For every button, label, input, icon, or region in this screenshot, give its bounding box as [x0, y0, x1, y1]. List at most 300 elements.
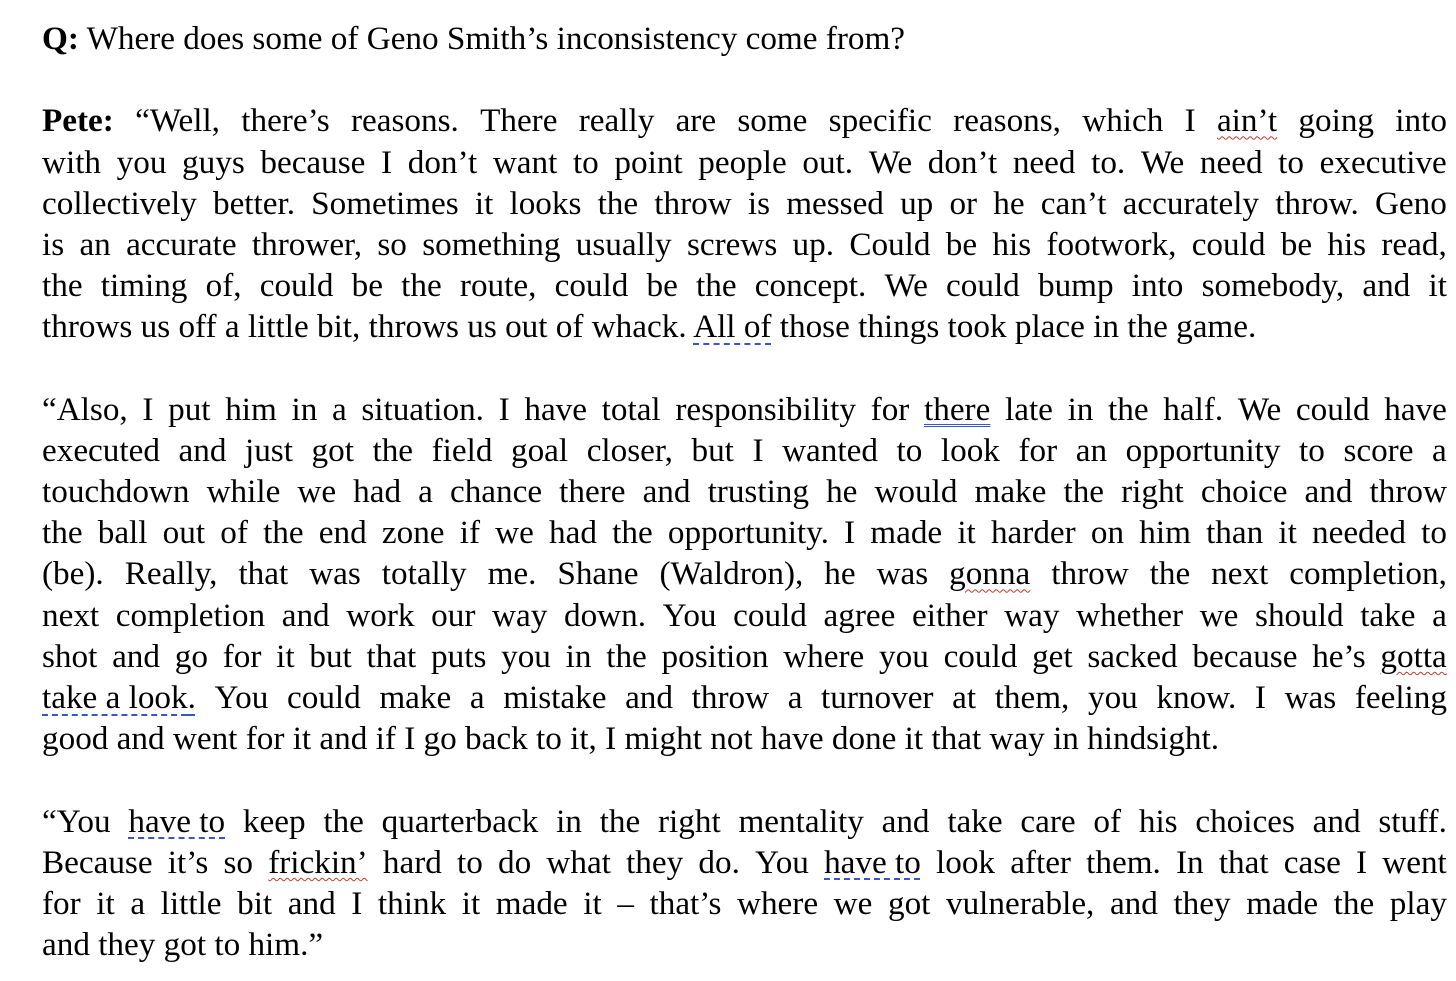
word: concept. [754, 267, 867, 305]
word: I [381, 143, 393, 181]
word: some [737, 102, 808, 140]
word: a [787, 679, 803, 716]
word: closer, [586, 431, 673, 469]
word: it’s [167, 843, 209, 881]
word: he’s [1312, 637, 1366, 675]
word: could [943, 637, 1018, 675]
word: either [912, 596, 988, 634]
word: completion, [1289, 555, 1447, 593]
word: it [96, 884, 115, 922]
word: to [1278, 143, 1304, 181]
word: responsibility [675, 390, 856, 428]
word: sacked [1087, 637, 1178, 675]
word: Because [42, 843, 153, 881]
word: I [844, 514, 856, 552]
word: mentality [738, 802, 864, 840]
word: bump [1037, 267, 1114, 305]
word: footwork, [1046, 225, 1177, 263]
word: should [1255, 596, 1344, 634]
line-text: and they got to him.” [42, 926, 324, 964]
line-text: those things took place in the game. [779, 308, 1257, 346]
word: we [297, 473, 337, 511]
word: I [1184, 102, 1196, 140]
word: need [1199, 143, 1263, 181]
word: up. [792, 225, 835, 263]
word: thrower, [251, 225, 363, 263]
word: the [606, 637, 647, 675]
word: if [459, 514, 480, 552]
word: in [565, 637, 592, 675]
paragraph-2-line-4 [42, 512, 1447, 553]
word: wanted [782, 431, 878, 469]
word: a [130, 884, 146, 922]
word: a [331, 390, 347, 428]
word: total [601, 390, 661, 428]
word: have [524, 390, 587, 428]
answer-line-2 [42, 142, 1447, 183]
word: collectively [42, 184, 197, 222]
word: that [366, 637, 417, 675]
word: I [1356, 843, 1368, 881]
word: so [223, 843, 254, 881]
spelling-flag[interactable]: gotta [1380, 637, 1447, 675]
word: end [318, 514, 367, 552]
word: bit [237, 884, 273, 922]
word: make [379, 679, 452, 716]
word: think [377, 884, 447, 922]
word: little [160, 884, 222, 922]
word: his [992, 225, 1032, 263]
word: they [626, 843, 684, 881]
word: in [291, 390, 318, 428]
word: “Also, [42, 390, 128, 428]
word: get [1032, 637, 1073, 675]
word: it [276, 637, 295, 675]
word: you [116, 143, 167, 181]
word: a [1432, 596, 1447, 634]
word: ball [97, 514, 148, 552]
word: in [1067, 390, 1094, 428]
word: go [174, 637, 208, 675]
word: take [1360, 596, 1416, 634]
word: there’s [241, 102, 330, 140]
word: opportunity. [667, 514, 829, 552]
word: for [42, 884, 81, 922]
word: throw [1369, 473, 1447, 511]
word: accurately [1122, 184, 1260, 222]
word: you [1087, 679, 1138, 716]
word: executed [42, 431, 160, 469]
word: situation. [361, 390, 484, 428]
word: was [876, 555, 929, 593]
word: We [868, 143, 913, 181]
paragraph-2-line-9 [42, 718, 1447, 759]
word: look [940, 431, 1000, 469]
word: accurate [126, 225, 237, 263]
paragraph-2-line-5 [42, 553, 1447, 594]
word: to. [1091, 143, 1126, 181]
word: harder [990, 514, 1076, 552]
word: could [733, 596, 807, 634]
word: and [281, 596, 330, 634]
paragraph-2-line-7 [42, 636, 1447, 677]
word: reasons, [953, 102, 1061, 140]
word: and [1109, 884, 1158, 922]
word: I [1254, 679, 1266, 716]
spelling-flag[interactable]: frickin’ [268, 843, 368, 881]
word: what [546, 843, 611, 881]
word: it [1428, 267, 1447, 305]
word: way [1004, 596, 1060, 634]
word: really [578, 102, 655, 140]
word: position [661, 637, 769, 675]
word: You [214, 679, 269, 716]
word: made [870, 514, 943, 552]
word: throw [1051, 555, 1129, 593]
word: next [42, 596, 100, 634]
word: the [263, 514, 304, 552]
word: the [1333, 884, 1375, 922]
word: Shane [557, 555, 639, 593]
word: an [1075, 431, 1108, 469]
document-page [42, 18, 1447, 965]
word: feeling [1354, 679, 1447, 716]
word: don’t [407, 143, 478, 181]
word: of, [205, 267, 242, 305]
word: with [42, 143, 102, 181]
word: while [206, 473, 281, 511]
word: point [614, 143, 683, 181]
paragraph-3-line-1 [42, 801, 1447, 842]
word: just [244, 431, 293, 469]
word: the [612, 514, 653, 552]
word: right [1121, 473, 1184, 511]
word: executive [1319, 143, 1447, 181]
word: You [755, 843, 809, 881]
word: be [351, 267, 383, 305]
answer-line-4 [42, 224, 1447, 265]
word: they [1173, 884, 1231, 922]
word: have [1384, 390, 1447, 428]
word: our [431, 596, 476, 634]
word: (Waldron), [659, 555, 804, 593]
word: is [747, 184, 771, 222]
word: can’t [1040, 184, 1107, 222]
word: for [222, 637, 262, 675]
word: specific [828, 102, 932, 140]
word: and [881, 802, 930, 840]
word: and [112, 637, 160, 675]
paragraph-gap [42, 59, 1447, 100]
word: whether [1076, 596, 1184, 634]
word: put [168, 390, 211, 428]
question-line [42, 18, 1447, 59]
word: it [1278, 514, 1297, 552]
paragraph-gap [42, 348, 1447, 389]
word: his [1327, 225, 1367, 263]
word: and [178, 431, 227, 469]
word: play [1389, 884, 1447, 922]
word: are [675, 102, 717, 140]
word: “You [42, 802, 111, 840]
word: mistake [503, 679, 607, 716]
word: a [469, 679, 485, 716]
word: him [1139, 514, 1191, 552]
word: throw [654, 184, 732, 222]
answer-line-1 [42, 100, 1447, 141]
word: keep [242, 802, 306, 840]
line-text: good and went for it and if I go back to it, I might not have done it that way in hindsight. [42, 720, 1220, 758]
word: them, [994, 679, 1070, 716]
word: I [142, 390, 154, 428]
word: read, [1381, 225, 1447, 263]
word: I [498, 390, 510, 428]
word: the [401, 267, 442, 305]
word: the [42, 267, 83, 305]
word: he [993, 184, 1025, 222]
word: choices [1195, 802, 1295, 840]
word: could [287, 679, 361, 716]
word: a [418, 473, 433, 511]
word: looks [509, 184, 582, 222]
word: into [1395, 102, 1447, 140]
word: it [957, 514, 976, 552]
word: completion [115, 596, 266, 634]
word: something [422, 225, 561, 263]
word: it [583, 884, 602, 922]
word: chance [449, 473, 543, 511]
spelling-flag[interactable]: ain’t [1216, 102, 1278, 140]
word: need [1012, 143, 1076, 181]
word: vulnerable, [945, 884, 1095, 922]
word: to [896, 431, 923, 469]
word: totally [381, 555, 467, 593]
word: in [556, 802, 582, 840]
word: In [1175, 843, 1204, 881]
word: right [658, 802, 721, 840]
word: for [1018, 431, 1058, 469]
word: You [662, 596, 717, 634]
word: shot [42, 637, 98, 675]
word: it [474, 184, 494, 222]
word: usually [575, 225, 672, 263]
word: went [1382, 843, 1447, 881]
word: so [377, 225, 407, 263]
word: I [351, 884, 363, 922]
question-text: Where does some of Geno Smith’s inconsistency come from? [86, 20, 906, 57]
word: could [1191, 225, 1266, 263]
word: of [220, 514, 248, 552]
word: could [946, 267, 1020, 305]
word: he [824, 555, 856, 593]
word: guys [182, 143, 245, 181]
word: that [238, 555, 289, 593]
word: choice [1200, 473, 1288, 511]
word: made [1246, 884, 1319, 922]
word: his [1138, 802, 1178, 840]
word: for [870, 390, 910, 428]
word: the [599, 802, 641, 840]
paragraph-gap [42, 759, 1447, 800]
word: know. [1156, 679, 1237, 716]
word: want [492, 143, 558, 181]
paragraph-3-line-2 [42, 842, 1447, 883]
word: down. [563, 596, 647, 634]
word: but [691, 431, 734, 469]
grammar-flag[interactable]: have to [824, 843, 921, 881]
word: goal [510, 431, 569, 469]
word: throw. [1275, 184, 1359, 222]
word: next [1211, 555, 1269, 593]
word: made [495, 884, 568, 922]
word: you [879, 637, 929, 675]
word: the [1149, 555, 1191, 593]
answer-line-5 [42, 265, 1447, 306]
word: where [737, 884, 819, 922]
word: people [698, 143, 787, 181]
word: or [949, 184, 978, 222]
word: going [1298, 102, 1375, 140]
word: late [1005, 390, 1053, 428]
word: needed [1312, 514, 1406, 552]
word: to [457, 843, 483, 881]
word: timing [100, 267, 188, 305]
word: don’t [927, 143, 998, 181]
word: stuff. [1378, 802, 1447, 840]
word: the [597, 184, 639, 222]
word: on [1090, 514, 1125, 552]
grammar-flag[interactable]: take a look. [42, 679, 196, 716]
word: agree [823, 596, 896, 634]
word: the [1063, 473, 1105, 511]
question-label: Q: [42, 20, 79, 57]
word: Really, [124, 555, 218, 593]
word: could [1295, 390, 1370, 428]
word: the [696, 267, 737, 305]
paragraph-3-line-4 [42, 924, 1447, 965]
word: the [1108, 390, 1149, 428]
word: could [554, 267, 629, 305]
word: . [187, 679, 196, 716]
word: quarterback [381, 802, 539, 840]
word: of [1093, 802, 1122, 840]
word: somebody, [1201, 267, 1345, 305]
word: the [323, 802, 364, 840]
word: Sometimes [311, 184, 459, 222]
word: but [309, 637, 352, 675]
word: score [1343, 431, 1414, 469]
word: we [833, 884, 873, 922]
word: at [952, 679, 977, 716]
word: look [936, 843, 996, 881]
word: where [783, 637, 865, 675]
line-text: throws us off a little bit, throws us out of whack. [42, 308, 687, 346]
word: is [42, 225, 65, 263]
word: an [79, 225, 111, 263]
word: and [642, 473, 691, 511]
word: me. [487, 555, 537, 593]
word: to [1421, 514, 1447, 552]
word: turnover [821, 679, 934, 716]
word: better. [212, 184, 295, 222]
word: him [225, 390, 277, 428]
word: was [309, 555, 361, 593]
word: that’s [649, 884, 722, 922]
word: hard [382, 843, 442, 881]
grammar-flag[interactable]: have to [128, 802, 226, 840]
grammar-flag[interactable]: All of [693, 308, 772, 346]
word: up [900, 184, 934, 222]
word: it [461, 884, 481, 922]
word: to [1299, 431, 1325, 469]
word: – [617, 884, 634, 922]
word: because [1192, 637, 1298, 675]
paragraph-2-line-3 [42, 471, 1447, 512]
word: we [1199, 596, 1239, 634]
word: reasons. [350, 102, 459, 140]
word: (be). [42, 555, 104, 593]
word: half. [1163, 390, 1224, 428]
word: work [346, 596, 415, 634]
answer-line-6 [42, 306, 1447, 347]
word: you [501, 637, 551, 675]
word: throw [691, 679, 770, 716]
word: do. [698, 843, 740, 881]
answer-line-3 [42, 183, 1447, 224]
paragraph-2-line-1 [42, 389, 1447, 430]
word: zone [381, 514, 445, 552]
word: into [1131, 267, 1184, 305]
word: there [559, 473, 626, 511]
word: We [1237, 390, 1282, 428]
word: than [1206, 514, 1264, 552]
word: I [752, 431, 764, 469]
word: take [947, 802, 1003, 840]
word: and [1304, 473, 1353, 511]
word: way [492, 596, 548, 634]
word: and [1312, 802, 1361, 840]
word: that [1218, 843, 1269, 881]
word: was [1284, 679, 1337, 716]
word: we [495, 514, 534, 552]
word: puts [431, 637, 487, 675]
word: got [887, 884, 931, 922]
word: care [1020, 802, 1076, 840]
word: out. [802, 143, 854, 181]
word: out [162, 514, 206, 552]
word: messed [786, 184, 884, 222]
word: do [498, 843, 532, 881]
word: be [1280, 225, 1313, 263]
word: got [311, 431, 354, 469]
word: Could [849, 225, 931, 263]
word: to [572, 143, 599, 181]
word: them. [1086, 843, 1161, 881]
word: opportunity [1125, 431, 1281, 469]
word: had [549, 514, 597, 552]
word: We [1140, 143, 1185, 181]
spelling-flag[interactable]: gonna [949, 555, 1031, 593]
word: a [1432, 431, 1447, 469]
word: could [259, 267, 334, 305]
word: There [480, 102, 558, 140]
word: case [1283, 843, 1341, 881]
word: trusting [707, 473, 809, 511]
word: touchdown [42, 473, 190, 511]
paragraph-2-line-6 [42, 595, 1447, 636]
word: after [1010, 843, 1071, 881]
grammar-flag[interactable]: there [924, 390, 991, 428]
